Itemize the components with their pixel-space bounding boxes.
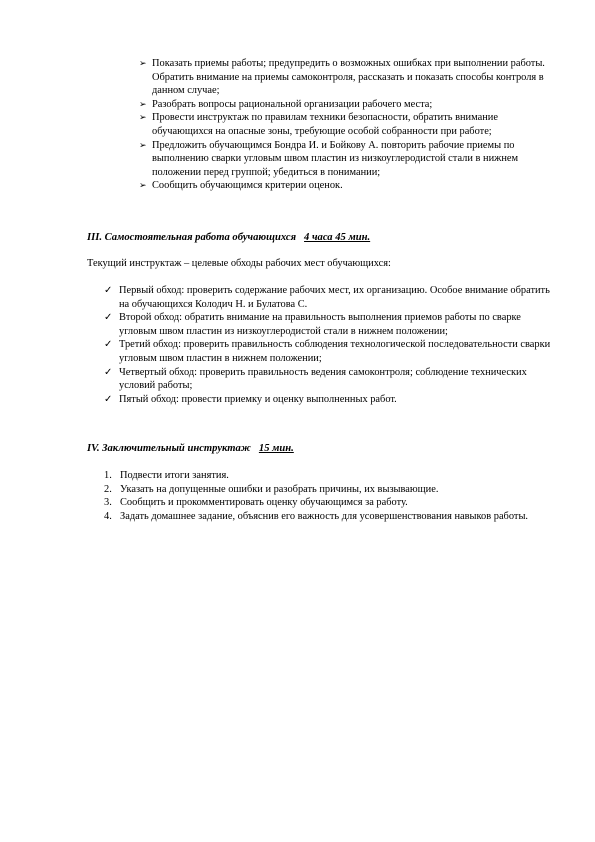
list-item (104, 510, 552, 524)
check-bullet-icon: ✓ (104, 366, 113, 378)
list-item (104, 338, 552, 365)
list-item (104, 496, 552, 510)
list-item-text: Сообщить и прокомментировать оценку обучающимся за работу. (120, 497, 408, 509)
section-3-intro: Текущий инструктаж – целевые обходы рабочих мест обучающихся: (87, 258, 391, 269)
list-item-text: Показать приемы работы; предупредить о возможных ошибках при выполнении работы. Обратить внимание на приемы самоконтроля, рассказать и показать способы контроля в данном случае; (152, 58, 545, 97)
arrow-bullet-icon: ➢ (139, 180, 147, 191)
list-number: 3. (104, 497, 112, 509)
check-bullet-icon: ✓ (104, 285, 113, 296)
list-number: 4. (104, 510, 112, 522)
list-item (139, 111, 559, 138)
section-3-title: III. Самостоятельная работа обучающихся (87, 232, 297, 243)
check-bullet-icon: ✓ (104, 393, 113, 405)
list-item-text: Третий обход: проверить правильность соблюдения технологической последовательности сварки угловым швом пластин в нижнем положении; (119, 339, 551, 364)
list-item-text: Провести инструктаж по правилам техники безопасности, обратить внимание обучающихся на опасные зоны, требующие особой собранности при работе; (152, 112, 498, 137)
list-item (139, 179, 559, 193)
section-3-heading (87, 231, 370, 245)
list-item (139, 57, 559, 98)
list-item (139, 98, 559, 112)
list-item (104, 469, 552, 483)
list-item (104, 311, 552, 338)
arrow-bullet-icon: ➢ (139, 139, 147, 150)
list-item-text: Задать домашнее задание, объяснив его важность для усовершенствования навыков работы. (120, 510, 529, 522)
section-4-title: IV. Заключительный инструктаж (87, 443, 251, 454)
list-item (139, 139, 559, 180)
list-item (104, 284, 552, 311)
list-item (104, 366, 552, 393)
list-item-text: Второй обход: обратить внимание на правильность выполнения приемов работы по сварке угловым швом пластин из низкоуглеродистой стали в нижнем положении; (119, 312, 521, 337)
list-item-text: Пятый обход: провести приемку и оценку выполненных работ. (119, 393, 397, 405)
list-item (104, 393, 552, 407)
list-item-text: Четвертый обход: проверить правильность ведения самоконтроля; соблюдение технических условий работы; (119, 366, 527, 392)
list-item-text: Разобрать вопросы рациональной организации рабочего места; (152, 98, 433, 110)
check-bullet-list (104, 284, 552, 406)
list-item-text: Подвести итоги занятия. (120, 470, 229, 481)
check-bullet-icon: ✓ (104, 339, 113, 351)
section-4-duration: 15 мин. (258, 443, 294, 454)
check-bullet-icon: ✓ (104, 312, 113, 324)
arrow-bullet-list (139, 57, 559, 193)
list-item-text: Первый обход: проверить содержание рабочих мест, их организацию. Особое внимание обратить на обучающихся Колодич Н. и Булатова С. (119, 285, 550, 310)
arrow-bullet-icon: ➢ (139, 98, 147, 109)
list-number: 1. (104, 470, 112, 481)
list-item-text: Указать на допущенные ошибки и разобрать причины, их вызывающие. (120, 483, 439, 495)
list-number: 2. (104, 483, 112, 495)
arrow-bullet-icon: ➢ (139, 58, 147, 68)
arrow-bullet-icon: ➢ (139, 112, 147, 123)
list-item-text: Сообщить обучающимся критерии оценок. (152, 180, 343, 192)
section-4-heading (87, 442, 294, 456)
numbered-list (104, 469, 552, 523)
section-3-duration: 4 часа 45 мин. (304, 232, 371, 243)
list-item-text: Предложить обучающимся Бондра И. и Бойкову А. повторить рабочие приемы по выполнению сварки угловым швом пластин из низкоуглеродистой стали в нижнем положении перед группой; убедиться в понимании; (152, 139, 519, 178)
list-item (104, 483, 552, 497)
